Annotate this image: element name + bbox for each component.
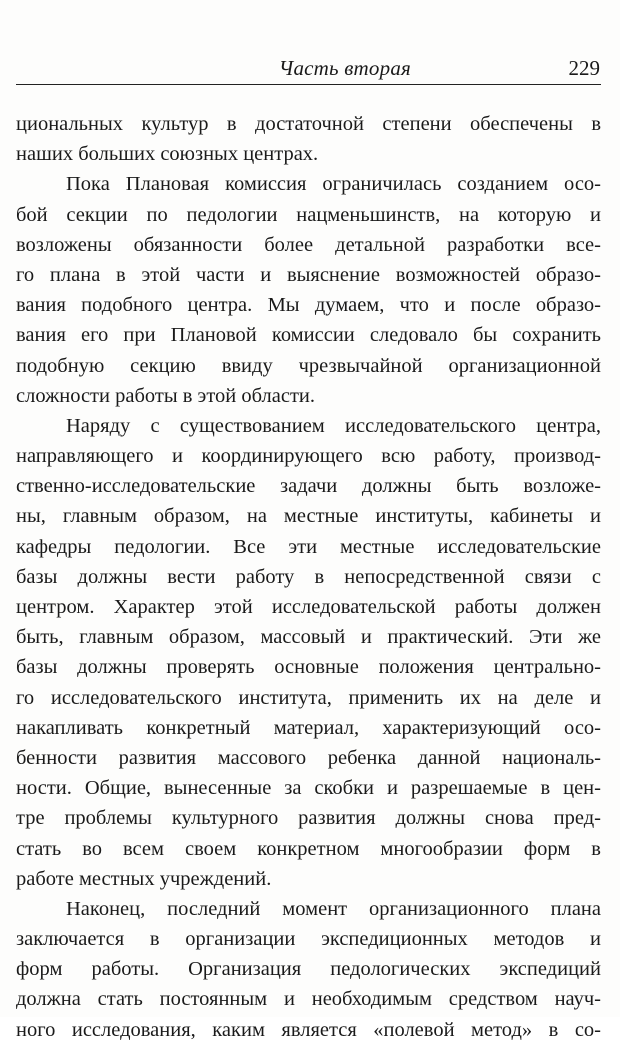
paragraph-1: [16, 109, 601, 169]
text-line: сложности работы в этой области.: [16, 384, 316, 407]
text-line: направляющего и координирующего всю работу, производ-: [16, 445, 601, 468]
text-line: Наряду с существованием исследовательского центра,: [66, 414, 601, 437]
text-line: ны, главным образом, на местные институты, кабинеты и: [16, 505, 601, 528]
paragraph-2: [16, 169, 601, 411]
text-line: го исследовательского института, применить их на деле и: [16, 686, 601, 709]
text-line: ственно-исследовательские задачи должны быть возложе-: [16, 475, 601, 498]
text-line: накапливать конкретный материал, характеризующий осо-: [16, 716, 601, 739]
text-line: го плана в этой части и выяснение возможностей образо-: [16, 263, 601, 286]
text-line: работе местных учреждений.: [16, 867, 272, 890]
text-line: форм работы. Организация педологических экспедиций: [16, 958, 601, 981]
text-line: кафедры педологии. Все эти местные исследовательские: [16, 535, 601, 558]
text-line: тре проблемы культурного развития должны снова пред-: [16, 807, 601, 830]
text-line: Наконец, последний момент организационного плана: [66, 897, 601, 920]
paragraph-3: [16, 411, 601, 894]
text-line: заключается в организации экспедиционных методов и: [16, 928, 601, 951]
text-line: вания его при Плановой комиссии следовало бы сохранить: [16, 324, 601, 347]
text-line: ности. Общие, вынесенные за скобки и разрешаемые в цен-: [16, 777, 601, 800]
text-line: быть, главным образом, массовый и практический. Эти же: [16, 626, 601, 649]
text-line: наших больших союзных центрах.: [16, 143, 319, 166]
header-title: Часть вторая: [278, 56, 411, 80]
running-header: [16, 50, 601, 85]
text-line: циональных культур в достаточной степени обеспечены в: [16, 113, 601, 135]
text-line: вания подобного центра. Мы думаем, что и после образо-: [16, 294, 601, 317]
text-line: стать во всем своем конкретном многообразии форм в: [16, 837, 601, 860]
text-line: Пока Плановая комиссия ограничилась созданием осо-: [66, 173, 601, 196]
text-line: базы должны проверять основные положения центрально-: [16, 656, 601, 679]
text-line: бой секции по педологии нацменьшинств, на которую и: [16, 203, 601, 226]
text-line: ного исследования, каким является «полевой метод» в со-: [16, 1018, 601, 1041]
paragraph-4: [16, 894, 601, 1045]
text-line: должна стать постоянным и необходимым средством науч-: [16, 988, 601, 1011]
text-line: центром. Характер этой исследовательской работы должен: [16, 596, 601, 618]
text-line: подобную секцию ввиду чрезвычайной организационной: [16, 354, 601, 377]
text-line: бенности развития массового ребенка данной националь-: [16, 746, 601, 769]
text-line: базы должны вести работу в непосредственной связи с: [16, 565, 601, 588]
text-line: возложены обязанности более детальной разработки все-: [16, 233, 601, 256]
page-number: 229: [568, 56, 600, 80]
body-text: [16, 109, 601, 1045]
